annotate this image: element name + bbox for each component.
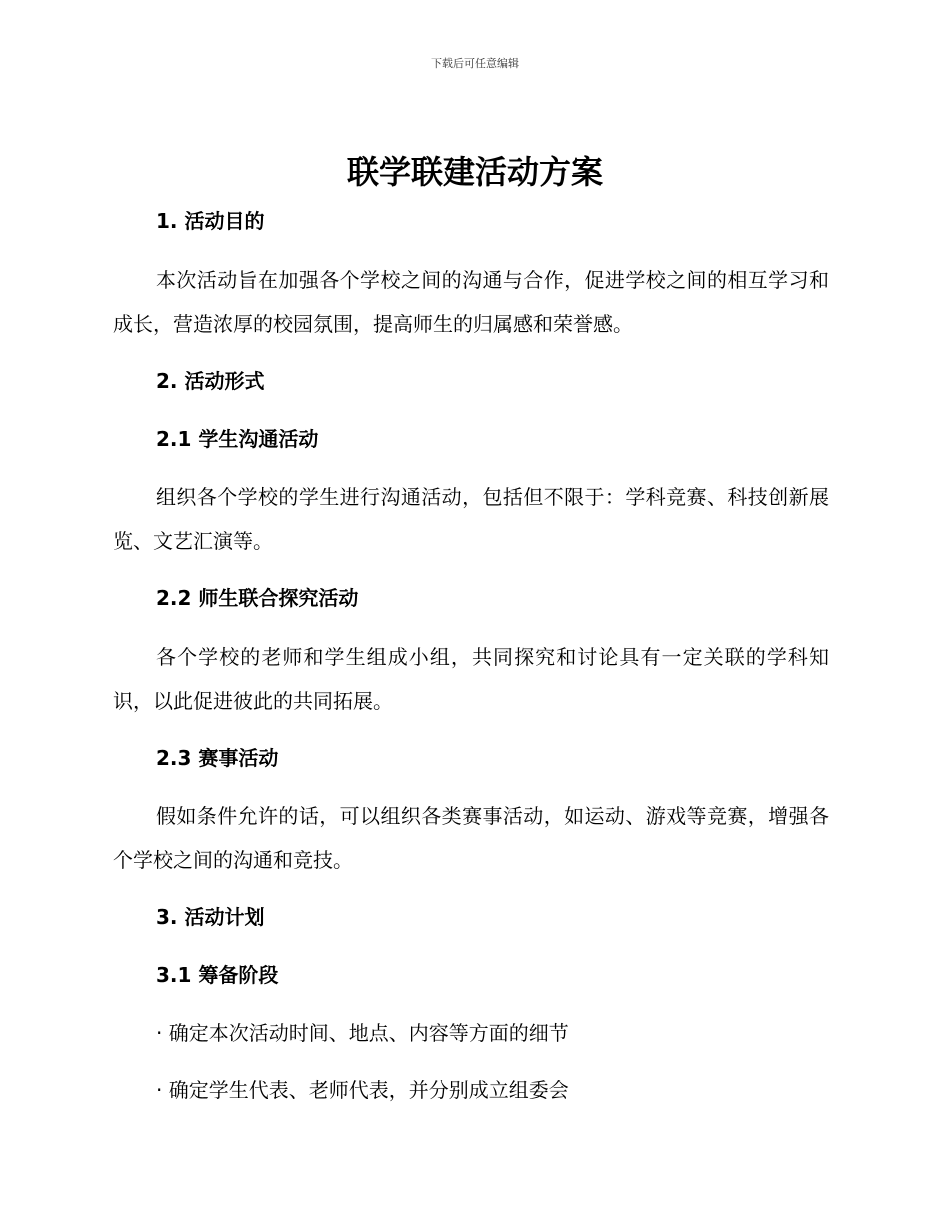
- section-paragraph-student-communication: 组织各个学校的学生进行沟通活动，包括但不限于：学科竞赛、科技创新展览、文艺汇演等。: [113, 485, 829, 553]
- header-note: 下载后可任意编辑: [431, 57, 519, 70]
- section-heading-format: 2. 活动形式: [156, 369, 265, 393]
- list-item: · 确定本次活动时间、地点、内容等方面的细节: [156, 1021, 569, 1045]
- list-item: · 确定学生代表、老师代表，并分别成立组委会: [156, 1078, 569, 1102]
- section-heading-preparation: 3.1 筹备阶段: [156, 963, 279, 987]
- section-paragraph-competitions: 假如条件允许的话，可以组织各类赛事活动，如运动、游戏等竞赛，增强各个学校之间的沟通和竞技。: [113, 804, 829, 872]
- section-heading-competitions: 2.3 赛事活动: [156, 746, 279, 770]
- section-heading-purpose: 1. 活动目的: [156, 209, 265, 233]
- section-paragraph-joint-inquiry: 各个学校的老师和学生组成小组，共同探究和讨论具有一定关联的学科知识，以此促进彼此的共同拓展。: [113, 645, 829, 713]
- section-heading-plan: 3. 活动计划: [156, 905, 265, 929]
- section-heading-joint-inquiry: 2.2 师生联合探究活动: [156, 586, 359, 610]
- section-paragraph-purpose: 本次活动旨在加强各个学校之间的沟通与合作，促进学校之间的相互学习和成长，营造浓厚的校园氛围，提高师生的归属感和荣誉感。: [113, 268, 829, 336]
- page-title: 联学联建活动方案: [346, 153, 603, 191]
- section-heading-student-communication: 2.1 学生沟通活动: [156, 427, 319, 451]
